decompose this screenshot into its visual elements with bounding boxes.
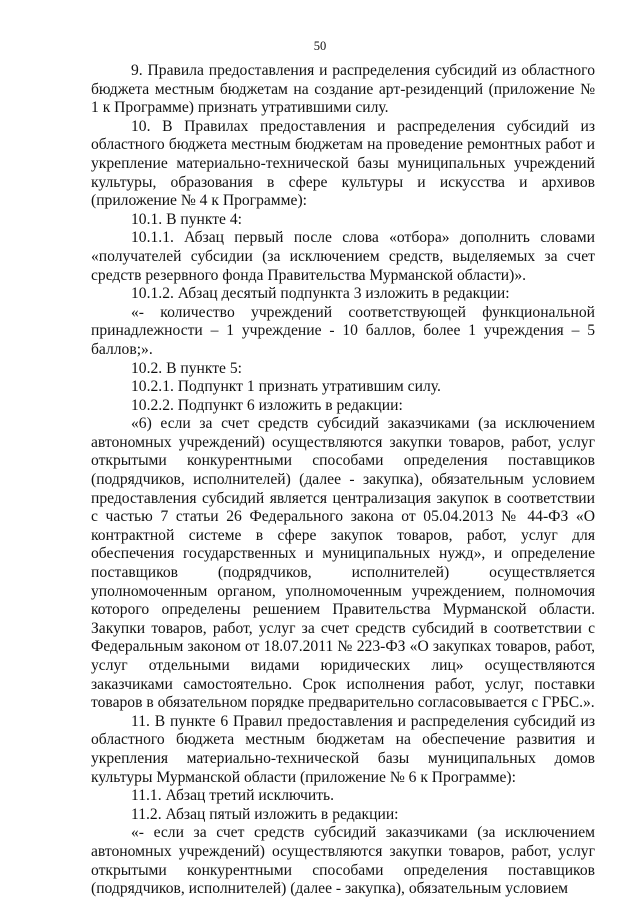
paragraph: 10.1.1. Абзац первый после слова «отбора» дополнить словами «получателей субсидии (за исключением средств, выделяемых за счет средств резервного фонда Правительства Мурманской области)». bbox=[91, 229, 595, 284]
paragraph: 10.2.2. Подпункт 6 изложить в редакции: bbox=[131, 396, 403, 414]
paragraph: 10.1. В пункте 4: bbox=[131, 210, 243, 228]
paragraph: 11.2. Абзац пятый изложить в редакции: bbox=[131, 805, 399, 823]
page-number: 50 bbox=[313, 39, 327, 53]
paragraph: «- если за счет средств субсидий заказчиками (за исключением автономных учреждений) осуществляются закупки товаров, работ, услуг открытыми конкурентными способами определения поставщиков (подрядчиков, исполнителей) (далее - закупка), обязательным условием bbox=[91, 824, 595, 898]
paragraph: 11. В пункте 6 Правил предоставления и распределения субсидий из областного бюджета местным бюджетам на обеспечение развития и укрепления материально-технической базы муниципальных домов культуры Мурманской области (приложение № 6 к Программе): bbox=[91, 712, 595, 786]
paragraph: 10.2.1. Подпункт 1 признать утратившим силу. bbox=[131, 378, 441, 396]
paragraph: 11.1. Абзац третий исключить. bbox=[131, 787, 335, 805]
paragraph: 10.2. В пункте 5: bbox=[131, 359, 243, 377]
paragraph: 9. Правила предоставления и распределения субсидий из областного бюджета местным бюджетам на создание арт-резиденций (приложение № 1 к Программе) признать утратившими силу. bbox=[91, 62, 595, 117]
paragraph: «6) если за счет средств субсидий заказчиками (за исключением автономных учреждений) осуществляются закупки товаров, работ, услуг открытыми конкурентными способами определения поставщиков (подрядчиков, исполнителей) (далее - закупка), обязательным условием предоставления субсидий является централизация закупок в соответствии с частью 7 статьи 26 Федерального закона от 05.04.2013 № 44-ФЗ «О контрактной системе в сфере закупок товаров, работ, услуг для обеспечения государственных и муниципальных нужд», и определение поставщиков (подрядчиков, исполнителей) осуществляется уполномоченным органом, уполномоченным учреждением, полномочия которого определены решением Правительства Мурманской области. Закупки товаров, работ, услуг за счет средств субсидий в соответствии с Федеральным законом от 18.07.2011 № 223-ФЗ «О закупках товаров, работ, услуг отдельными видами юридических лиц» осуществляются заказчиками самостоятельно. Срок исполнения работ, услуг, поставки товаров в обязательном порядке предварительно согласовывается с ГРБС.». bbox=[91, 415, 595, 712]
paragraph: 10. В Правилах предоставления и распределения субсидий из областного бюджета местным бюджетам на проведение ремонтных работ и укрепление материально-технической базы муниципальных учреждений культуры, образования в сфере культуры и искусства и архивов (приложение № 4 к Программе): bbox=[91, 117, 595, 210]
paragraph: 10.1.2. Абзац десятый подпункта 3 изложить в редакции: bbox=[131, 285, 510, 303]
document-body bbox=[91, 62, 595, 899]
paragraph: «- количество учреждений соответствующей функциональной принадлежности – 1 учреждение - 10 баллов, более 1 учреждения – 5 баллов;». bbox=[91, 303, 595, 358]
